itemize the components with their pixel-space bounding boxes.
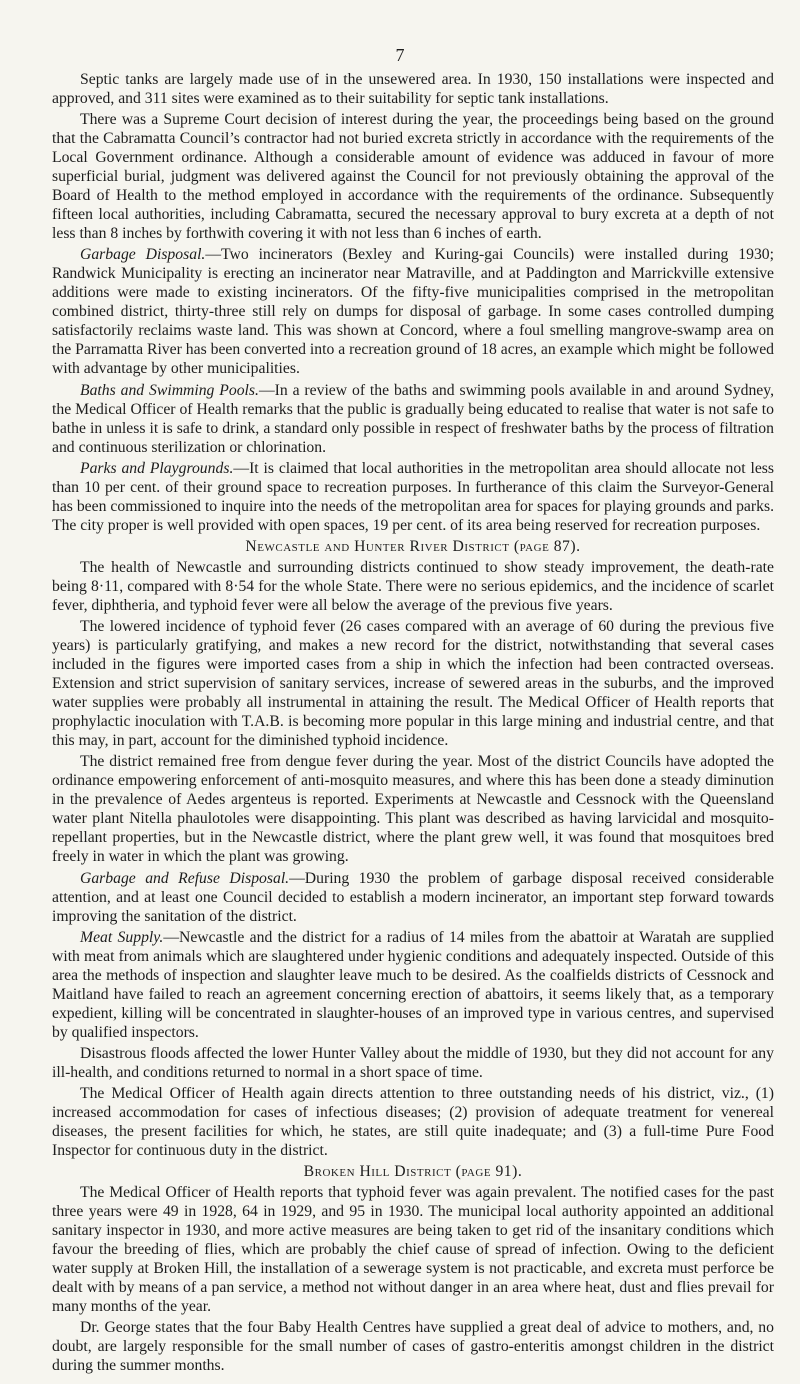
paragraph-broken-hill-typhoid: The Medical Officer of Health reports that typhoid fever was again prevalent. The notified cases for the past three years were 49 in 1928, 64 in 1929, and 95 in 1930. The municipal local authority appointed an additional sanitary inspector in 1930, and more active measures are being taken to get rid of the insanitary conditions which favour the breeding of flies, which are probably the chief cause of spread of infection. Owing to the deficient water supply at Broken Hill, the installation of a sewerage system is not practicable, and excreta must perforce be dealt with by means of a pan service, a method not without danger in an area where heat, dust and flies prevail for many months of the year.	[52, 1184, 774, 1316]
heading-broken-hill-district: Broken Hill District (page 91).	[303, 1163, 523, 1181]
paragraph-supreme-court: There was a Supreme Court decision of interest during the year, the proceedings being based on the ground that the Cabramatta Council’s contractor had not buried excreta strictly in accordance with the requirements of the Local Government ordinance. Although a considerable amount of evidence was adduced in favour of more superficial burial, judgment was delivered against the Council for not previously obtaining the approval of the Board of Health to the method employed in accordance with the requirements of the ordinance. Subsequently fifteen local authorities, including Cabramatta, secured the necessary approval to bury excreta at a depth of not less than 8 inches by forthwith covering it with not less than 6 inches of earth.	[52, 111, 774, 243]
paragraph-parks	[52, 459, 774, 535]
paragraph-septic-tanks: Septic tanks are largely made use of in the unsewered area. In 1930, 150 installations were inspected and approved, and 311 sites were examined as to their suitability for septic tank installations.	[52, 71, 774, 107]
paragraph-text: —Newcastle and the district for a radius of 14 miles from the abattoir at Waratah are supplied with meat from animals which are slaughtered under hygienic conditions and adequately inspected. Outside of this area the methods of inspection and slaughter leave much to be desired. As the coalfields districts of Cessnock and Maitland have failed to reach an agreement concerning erection of abattoirs, it seems likely that, as a temporary expedient, killing will be concentrated in slaughter-houses of an improved type in various centres, and supervised by qualified inspectors.	[52, 928, 774, 1041]
heading-newcastle-district: Newcastle and Hunter River District (page 87).	[245, 537, 581, 555]
paragraph-text: —During 1930 the problem of garbage disposal received considerable attention, and at least one Council decided to establish a modern incinerator, an important step forward towards improving the sanitation of the district.	[52, 869, 774, 925]
paragraph-text: —In a review of the baths and swimming pools available in and around Sydney, the Medical Officer of Health remarks that the public is gradually being educated to realise that water is not safe to bathe in unless it is safe to drink, a standard only possible in respect of freshwater baths by the process of filtration and continuous sterilization or chlorination.	[52, 381, 774, 456]
paragraph-typhoid: The lowered incidence of typhoid fever (26 cases compared with an average of 60 during the previous five years) is particularly gratifying, and makes a new record for the district, notwithstanding that several cases included in the figures were imported cases from a ship in which the infection had been contracted overseas. Extension and strict supervision of sanitary services, increase of sewered areas in the suburbs, and the improved water supplies were probably all instrumental in attaining the result. The Medical Officer of Health reports that prophylactic inoculation with T.A.B. is becoming more popular in this large mining and industrial centre, and that this may, in part, account for the diminished typhoid incidence.	[52, 618, 774, 750]
section-title-parks: Parks and Playgrounds.	[80, 459, 234, 477]
paragraph-baths	[52, 381, 774, 457]
paragraph-needs: The Medical Officer of Health again directs attention to three outstanding needs of his district, viz., (1) increased accommodation for cases of infectious diseases; (2) provision of adequate treatment for venereal diseases, the present facilities for which, he states, are still quite inadequate; and (3) a full-time Pure Food Inspector for continuous duty in the district.	[52, 1085, 774, 1160]
paragraph-newcastle-health: The health of Newcastle and surrounding districts continued to show steady improvement, the death-rate being 8·11, compared with 8·54 for the whole State. There were no serious epidemics, and the incidence of scarlet fever, diphtheria, and typhoid fever were all below the average of the previous five years.	[52, 558, 774, 614]
paragraph-baby-health: Dr. George states that the four Baby Health Centres have supplied a great deal of advice to mothers, and, no doubt, are largely responsible for the small number of cases of gastro-enteritis amongst children in the district during the summer months.	[52, 1319, 774, 1375]
paragraph-text: —Two incinerators (Bexley and Kuring-gai Councils) were installed during 1930; Randwick Municipality is erecting an incinerator near Matraville, and at Paddington and Marrickville extensive additions were made to existing incinerators. Of the fifty-five municipalities comprised in the metropolitan combined district, thirty-three still rely on dumps for disposal of garbage. In some cases controlled dumping satisfactorily reclaims waste land. This was shown at Concord, where a foul smelling mangrove-swamp area on the Parramatta River has been converted into a recreation ground of 18 acres, an example which might be followed with advantage by other municipalities.	[52, 246, 774, 378]
paragraph-garbage-refuse	[52, 869, 774, 926]
section-title-garbage-disposal: Garbage Disposal.	[80, 246, 206, 264]
section-title-meat-supply: Meat Supply.	[80, 928, 164, 946]
paragraph-text: —It is claimed that local authorities in the metropolitan area should allocate not less than 10 per cent. of their ground space to recreation purposes. In furtherance of this claim the Surveyor-General has been commissioned to inquire into the needs of the metropolitan area for spaces for playing grounds and parks. The city proper is well provided with open spaces, 19 per cent. of its area being reserved for recreation purposes.	[52, 459, 774, 534]
paragraph-dengue: The district remained free from dengue fever during the year. Most of the district Councils have adopted the ordinance empowering enforcement of anti-mosquito measures, and where this has been done a steady diminution in the prevalence of Aedes argenteus is reported. Experiments at Newcastle and Cessnock with the Queensland water plant Nitella phaulotoles were disappointing. This plant was described as having larvicidal and mosquito-repellant properties, but in the Newcastle district, where the plant grew well, it was found that mosquitoes bred freely in water in which the plant was growing.	[52, 753, 774, 866]
paragraph-meat-supply	[52, 928, 774, 1042]
paragraph-garbage-disposal	[52, 245, 774, 378]
page-number: 7	[395, 45, 405, 65]
section-title-garbage-refuse: Garbage and Refuse Disposal.	[80, 869, 290, 887]
paragraph-floods: Disastrous floods affected the lower Hunter Valley about the middle of 1930, but they did not account for any ill-health, and conditions returned to normal in a short space of time.	[52, 1044, 774, 1081]
section-title-baths: Baths and Swimming Pools.	[80, 381, 259, 399]
